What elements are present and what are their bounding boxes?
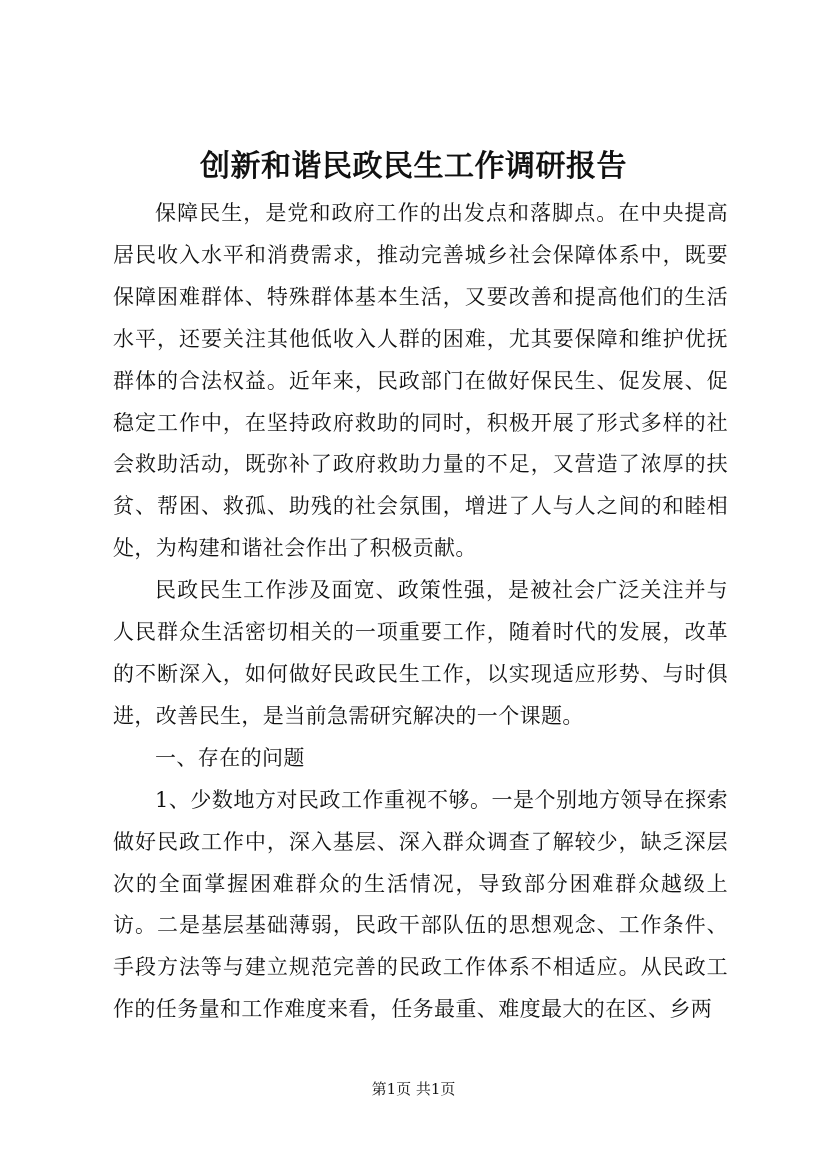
page-number-footer: 第1页 共1页 — [371, 1080, 456, 1098]
paragraph-context: 民政民生工作涉及面宽、政策性强，是被社会广泛关注并与人民群众生活密切相关的一项重要工作，随着时代的发展，改革的不断深入，如何做好民政民生工作，以实现适应形势、与时俱进，改善民生，是当前急需研究解决的一个课题。 — [113, 578, 728, 728]
paragraph-problem-1: 1、少数地方对民政工作重视不够。一是个别地方领导在探索做好民政工作中，深入基层、深入群众调查了解较少，缺乏深层次的全面掌握困难群众的生活情况，导致部分困难群众越级上访。二是基层基础薄弱，民政干部队伍的思想观念、工作条件、手段方法等与建立规范完善的民政工作体系不相适应。从民政工作的任务量和工作难度来看，任务最重、难度最大的在区、乡两 — [113, 787, 728, 1022]
document-title: 创新和谐民政民生工作调研报告 — [200, 149, 627, 184]
section-heading-problems: 一、存在的问题 — [155, 745, 305, 770]
paragraph-intro: 保障民生，是党和政府工作的出发点和落脚点。在中央提高居民收入水平和消费需求，推动完善城乡社会保障体系中，既要保障困难群体、特殊群体基本生活，又要改善和提高他们的生活水平，还要关注其他低收入人群的困难，尤其要保障和维护优抚群体的合法权益。近年来，民政部门在做好保民生、促发展、促稳定工作中，在坚持政府救助的同时，积极开展了形式多样的社会救助活动，既弥补了政府救助力量的不足，又营造了浓厚的扶贫、帮困、救孤、助残的社会氛围，增进了人与人之间的和睦相处，为构建和谐社会作出了积极贡献。 — [113, 201, 728, 561]
document-body — [113, 193, 728, 1031]
